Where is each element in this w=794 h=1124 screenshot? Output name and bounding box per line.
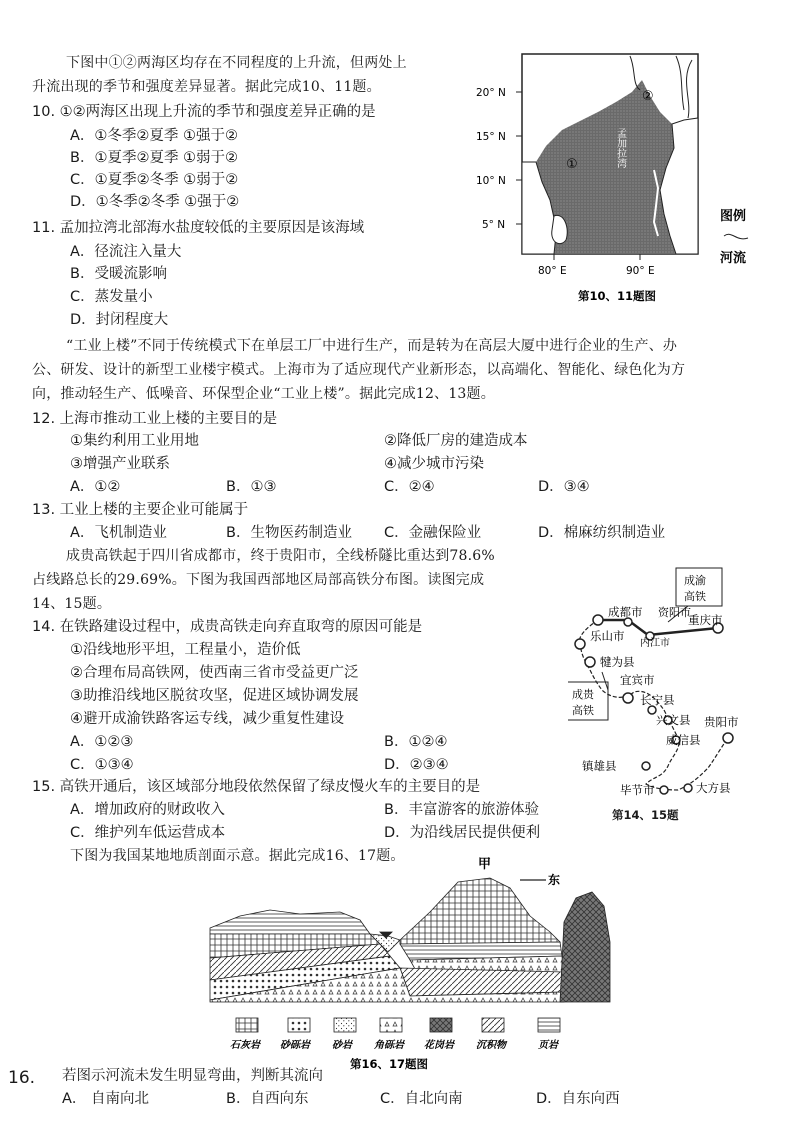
q13-option-a: A．飞机制造业 xyxy=(70,525,167,541)
intro-12-13-line1: “工业上楼”不同于传统模式下在单层工厂中进行生产，而是转为在高层大厦中进行企业的生产、办 xyxy=(66,338,678,354)
q12-option-a: A．①② xyxy=(70,479,121,495)
legend-river-symbol xyxy=(724,234,748,239)
box-chengyu-line1: 成渝 xyxy=(684,574,706,587)
q10-option-b: B．①夏季②夏季 ①弱于② xyxy=(70,150,239,166)
q12-item-4: ④减少城市污染 xyxy=(384,456,484,472)
city-changning: 长宁县 xyxy=(640,693,675,707)
q16-option-a: A． 自南向北 xyxy=(62,1091,150,1107)
intro-12-13-line2: 公、研发、设计的新型工业楼宇模式。上海市为了适应现代产业新形态，以高端化、智能化、绿色化为方 xyxy=(32,362,686,378)
q10-option-a: A．①冬季②夏季 ①强于② xyxy=(70,128,239,144)
q14-item-3: ③助推沿线地区脱贫攻坚，促进区域协调发展 xyxy=(70,688,359,704)
q16-option-d: D．自东向西 xyxy=(536,1091,620,1107)
city-qianwei: 犍为县 xyxy=(600,655,635,669)
intro-10-11-line1: 下图中①②两海区均存在不同程度的上升流，但两处上 xyxy=(66,55,407,71)
marker-1: ① xyxy=(566,157,578,172)
q13-option-c: C．金融保险业 xyxy=(384,525,482,541)
q13-stem: 13. 工业上楼的主要企业可能属于 xyxy=(32,502,249,518)
lat-label-5: 5° N xyxy=(482,219,506,231)
city-neijiang: 内江市 xyxy=(640,638,670,649)
q13-option-d: D．棉麻纺织制造业 xyxy=(538,525,666,541)
lat-label-10: 10° N xyxy=(476,175,506,187)
q16-stem: 若图示河流未发生明显弯曲，判断其流向 xyxy=(62,1068,323,1084)
city-zhenxiong: 镇雄县 xyxy=(582,759,617,773)
q15-option-a: A．增加政府的财政收入 xyxy=(70,802,225,818)
q12-option-c: C．②④ xyxy=(384,479,435,495)
direction-label: 东 xyxy=(548,873,561,887)
legend-limestone: 石灰岩 xyxy=(230,1040,260,1051)
intro-10-11-line2: 升流出现的季节和强度差异显著。据此完成10、11题。 xyxy=(32,79,381,95)
city-ziyang: 资阳市 xyxy=(658,606,691,619)
node-qianwei xyxy=(585,657,595,667)
q13-option-b: B．生物医药制造业 xyxy=(226,525,352,541)
q14-item-1: ①沿线地形平坦，工程量小，造价低 xyxy=(70,642,301,658)
node-bijie xyxy=(660,786,668,794)
city-bijie: 毕节市 xyxy=(620,783,655,797)
q10-option-c: C．①夏季②冬季 ①弱于② xyxy=(70,172,239,188)
box-chenggui-line2: 高铁 xyxy=(572,704,594,717)
q14-option-a: A．①②③ xyxy=(70,734,134,750)
q14-stem: 14. 在铁路建设过程中，成贵高铁走向弃直取弯的原因可能是 xyxy=(32,619,423,635)
q16-number: 16. xyxy=(8,1068,36,1088)
q12-stem: 12. 上海市推动工业上楼的主要目的是 xyxy=(32,411,278,427)
q12-item-2: ②降低厂房的建造成本 xyxy=(384,433,528,449)
node-changning xyxy=(648,706,656,714)
lat-label-20: 20° N xyxy=(476,87,506,99)
peak-label: 甲 xyxy=(478,857,492,872)
q14-item-4: ④避开成渝铁路客运专线，减少重复性建设 xyxy=(70,711,344,727)
map1-caption: 第10、11题图 xyxy=(578,289,657,303)
lon-label-90: 90° E xyxy=(626,265,655,277)
q14-item-2: ②合理布局高铁网，使西南三省市受益更广泛 xyxy=(70,665,359,681)
q11-option-a: A．径流注入量大 xyxy=(70,244,182,260)
city-weixin: 威信县 xyxy=(666,733,701,747)
city-dafang: 大方县 xyxy=(696,781,731,795)
intro-16-17: 下图为我国某地地质剖面示意。据此完成16、17题。 xyxy=(70,848,405,864)
intro-12-13-line3: 向，推动轻生产、低噪音、环保型企业“工业上楼”。据此完成12、13题。 xyxy=(32,386,495,402)
q14-option-d: D．②③④ xyxy=(384,757,449,773)
q11-stem: 11. 孟加拉湾北部海水盐度较低的主要原因是该海域 xyxy=(32,220,365,236)
node-guiyang xyxy=(723,733,733,743)
node-dafang xyxy=(684,784,692,792)
node-leshan xyxy=(575,639,585,649)
box-chenggui-line1: 成贵 xyxy=(572,688,594,701)
lon-label-80: 80° E xyxy=(538,265,567,277)
q10-option-d: D．①冬季②冬季 ①强于② xyxy=(70,194,240,210)
q14-option-c: C．①③④ xyxy=(70,757,134,773)
bay-of-bengal-map xyxy=(470,50,790,308)
q14-option-b: B．①②④ xyxy=(384,734,448,750)
node-ziyang xyxy=(624,618,632,626)
node-zhenxiong xyxy=(642,762,650,770)
box-chengyu-line2: 高铁 xyxy=(684,590,706,603)
lat-label-15: 15° N xyxy=(476,131,506,143)
marker-2: ② xyxy=(642,89,654,104)
legend-sediment: 沉积物 xyxy=(476,1040,506,1051)
city-chongqing: 重庆市 xyxy=(688,613,723,627)
railway-map xyxy=(568,560,788,800)
legend-shale: 页岩 xyxy=(538,1040,558,1051)
city-yibin: 宜宾市 xyxy=(620,673,655,687)
q16-option-c: C．自北向南 xyxy=(380,1091,463,1107)
q15-stem: 15. 高铁开通后，该区域部分地段依然保留了绿皮慢火车的主要目的是 xyxy=(32,779,481,795)
legend-title: 图例 xyxy=(720,209,747,224)
q15-option-d: D．为沿线居民提供便利 xyxy=(384,825,541,841)
city-leshan: 乐山市 xyxy=(590,629,625,643)
geological-profile xyxy=(200,852,620,1070)
legend-sandstone: 砂岩 xyxy=(332,1040,352,1051)
legend-breccia: 角砾岩 xyxy=(374,1040,404,1051)
q12-option-b: B．①③ xyxy=(226,479,277,495)
node-chengdu xyxy=(593,615,603,625)
q11-option-c: C．蒸发量小 xyxy=(70,289,153,305)
q15-option-b: B．丰富游客的旅游体验 xyxy=(384,802,539,818)
q11-option-b: B．受暖流影响 xyxy=(70,266,167,282)
q15-option-c: C．维护列车低运营成本 xyxy=(70,825,226,841)
q10-stem: 10. ①②两海区出现上升流的季节和强度差异正确的是 xyxy=(32,104,376,120)
bay-label: 孟加拉湾 xyxy=(614,128,626,168)
legend-river-label: 河流 xyxy=(720,251,747,266)
q12-item-1: ①集约利用工业用地 xyxy=(70,433,199,449)
intro-14-15-line1: 成贵高铁起于四川省成都市，终于贵阳市，全线桥隧比重达到78.6% xyxy=(66,548,495,564)
node-yibin xyxy=(623,693,633,703)
legend-granite: 花岗岩 xyxy=(424,1040,454,1051)
city-guiyang: 贵阳市 xyxy=(704,715,739,729)
city-chengdu: 成都市 xyxy=(608,605,643,619)
intro-14-15-line3: 14、15题。 xyxy=(32,596,112,612)
city-xingwen: 兴文县 xyxy=(656,713,691,727)
q12-option-d: D．③④ xyxy=(538,479,590,495)
intro-14-15-line2: 占线路总长的29.69%。下图为我国西部地区局部高铁分布图。读图完成 xyxy=(32,572,485,588)
legend-conglomerate: 砂砾岩 xyxy=(280,1040,310,1051)
q12-item-3: ③增强产业联系 xyxy=(70,456,170,472)
profile-caption: 第16、17题图 xyxy=(350,1057,429,1070)
q11-option-d: D．封闭程度大 xyxy=(70,312,169,328)
q16-option-b: B．自西向东 xyxy=(226,1091,309,1107)
map2-caption: 第14、15题 xyxy=(612,808,679,822)
